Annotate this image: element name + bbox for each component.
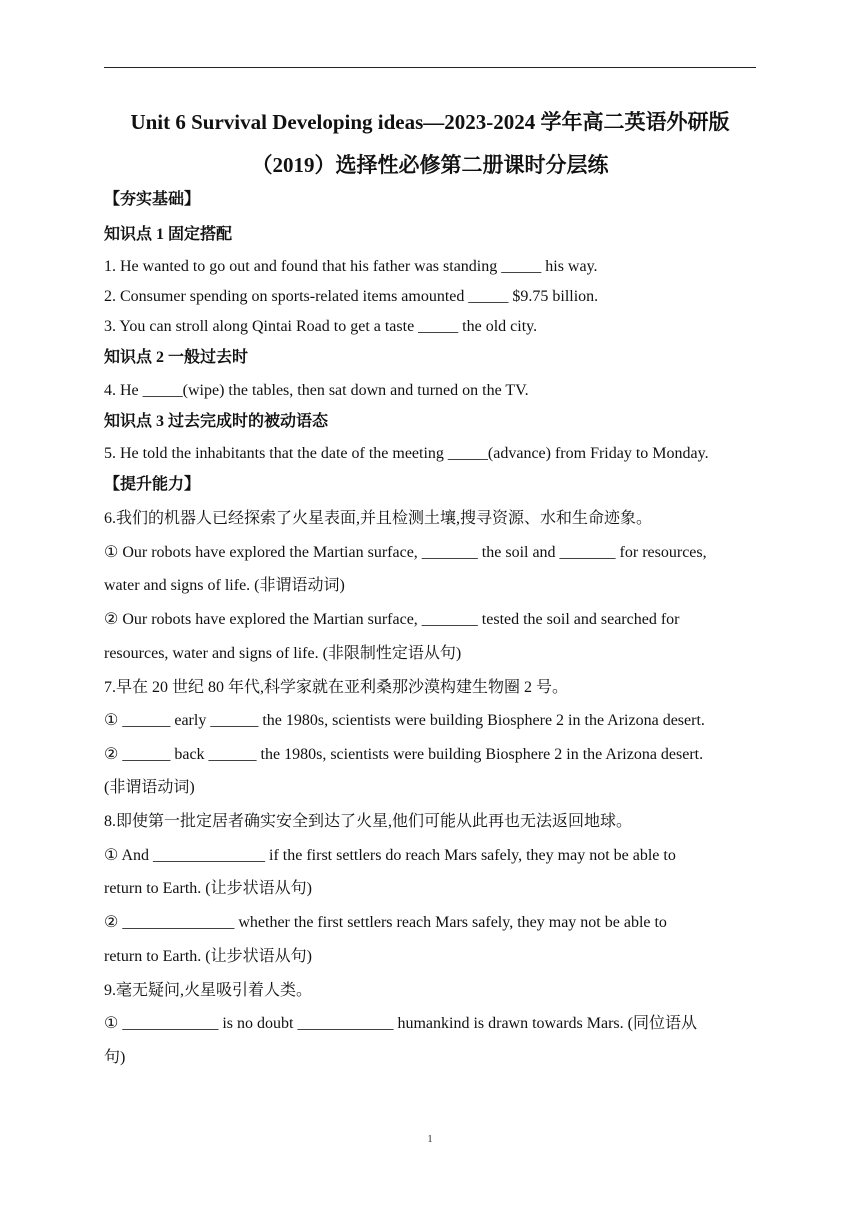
question-4: 4. He _____(wipe) the tables, then sat down and turned on the TV. [104,382,529,399]
question-1: 1. He wanted to go out and found that his father was standing _____ his way. [104,258,598,275]
question-3: 3. You can stroll along Qintai Road to get a taste _____ the old city. [104,318,538,335]
question-8-item-1-line2: return to Earth. (让步状语从句) [104,880,312,897]
section-heading-basic: 【夯实基础】 [104,191,201,208]
question-7-item-2-line1: ② ______ back ______ the 1980s, scientists were building Biosphere 2 in the Arizona desert. [104,746,704,763]
document-title-line2: （2019）选择性必修第二册课时分层练 [251,153,609,177]
question-6-item-1-line1: ① Our robots have explored the Martian surface, _______ the soil and _______ for resources, [104,544,707,561]
question-8-item-2-line1: ② ______________ whether the first settlers reach Mars safely, they may not be able to [104,914,667,931]
header-rule [104,67,756,68]
question-8-item-1-line1: ① And ______________ if the first settlers do reach Mars safely, they may not be able to [104,847,676,864]
question-9-item-1-line1: ① ____________ is no doubt ____________ humankind is drawn towards Mars. (同位语从 [104,1015,697,1032]
question-7-item-1: ① ______ early ______ the 1980s, scientists were building Biosphere 2 in the Arizona desert. [104,712,705,729]
question-6-prompt: 6.我们的机器人已经探索了火星表面,并且检测土壤,搜寻资源、水和生命迹象。 [104,510,653,527]
question-6-item-1-line2: water and signs of life. (非谓语动词) [104,577,345,594]
knowledge-point-3: 知识点 3 过去完成时的被动语态 [104,413,329,430]
knowledge-point-2: 知识点 2 一般过去时 [104,349,249,366]
question-8-prompt: 8.即使第一批定居者确实安全到达了火星,他们可能从此再也无法返回地球。 [104,813,633,830]
document-title-line1: Unit 6 Survival Developing ideas—2023-2024 学年高二英语外研版 [130,110,730,134]
section-heading-advanced: 【提升能力】 [104,476,201,493]
knowledge-point-1: 知识点 1 固定搭配 [104,226,233,243]
question-7-item-2-line2: (非谓语动词) [104,779,195,796]
page-number: 1 [427,1133,433,1145]
question-6-item-2-line2: resources, water and signs of life. (非限制性定语从句) [104,645,462,662]
question-8-item-2-line2: return to Earth. (让步状语从句) [104,948,312,965]
question-5: 5. He told the inhabitants that the date of the meeting _____(advance) from Friday to Monday. [104,445,709,462]
question-9-prompt: 9.毫无疑问,火星吸引着人类。 [104,982,313,999]
question-6-item-2-line1: ② Our robots have explored the Martian surface, _______ tested the soil and searched for [104,611,680,628]
question-2: 2. Consumer spending on sports-related items amounted _____ $9.75 billion. [104,288,599,305]
question-9-item-1-line2: 句) [104,1049,126,1066]
question-7-prompt: 7.早在 20 世纪 80 年代,科学家就在亚利桑那沙漠构建生物圈 2 号。 [104,679,569,696]
